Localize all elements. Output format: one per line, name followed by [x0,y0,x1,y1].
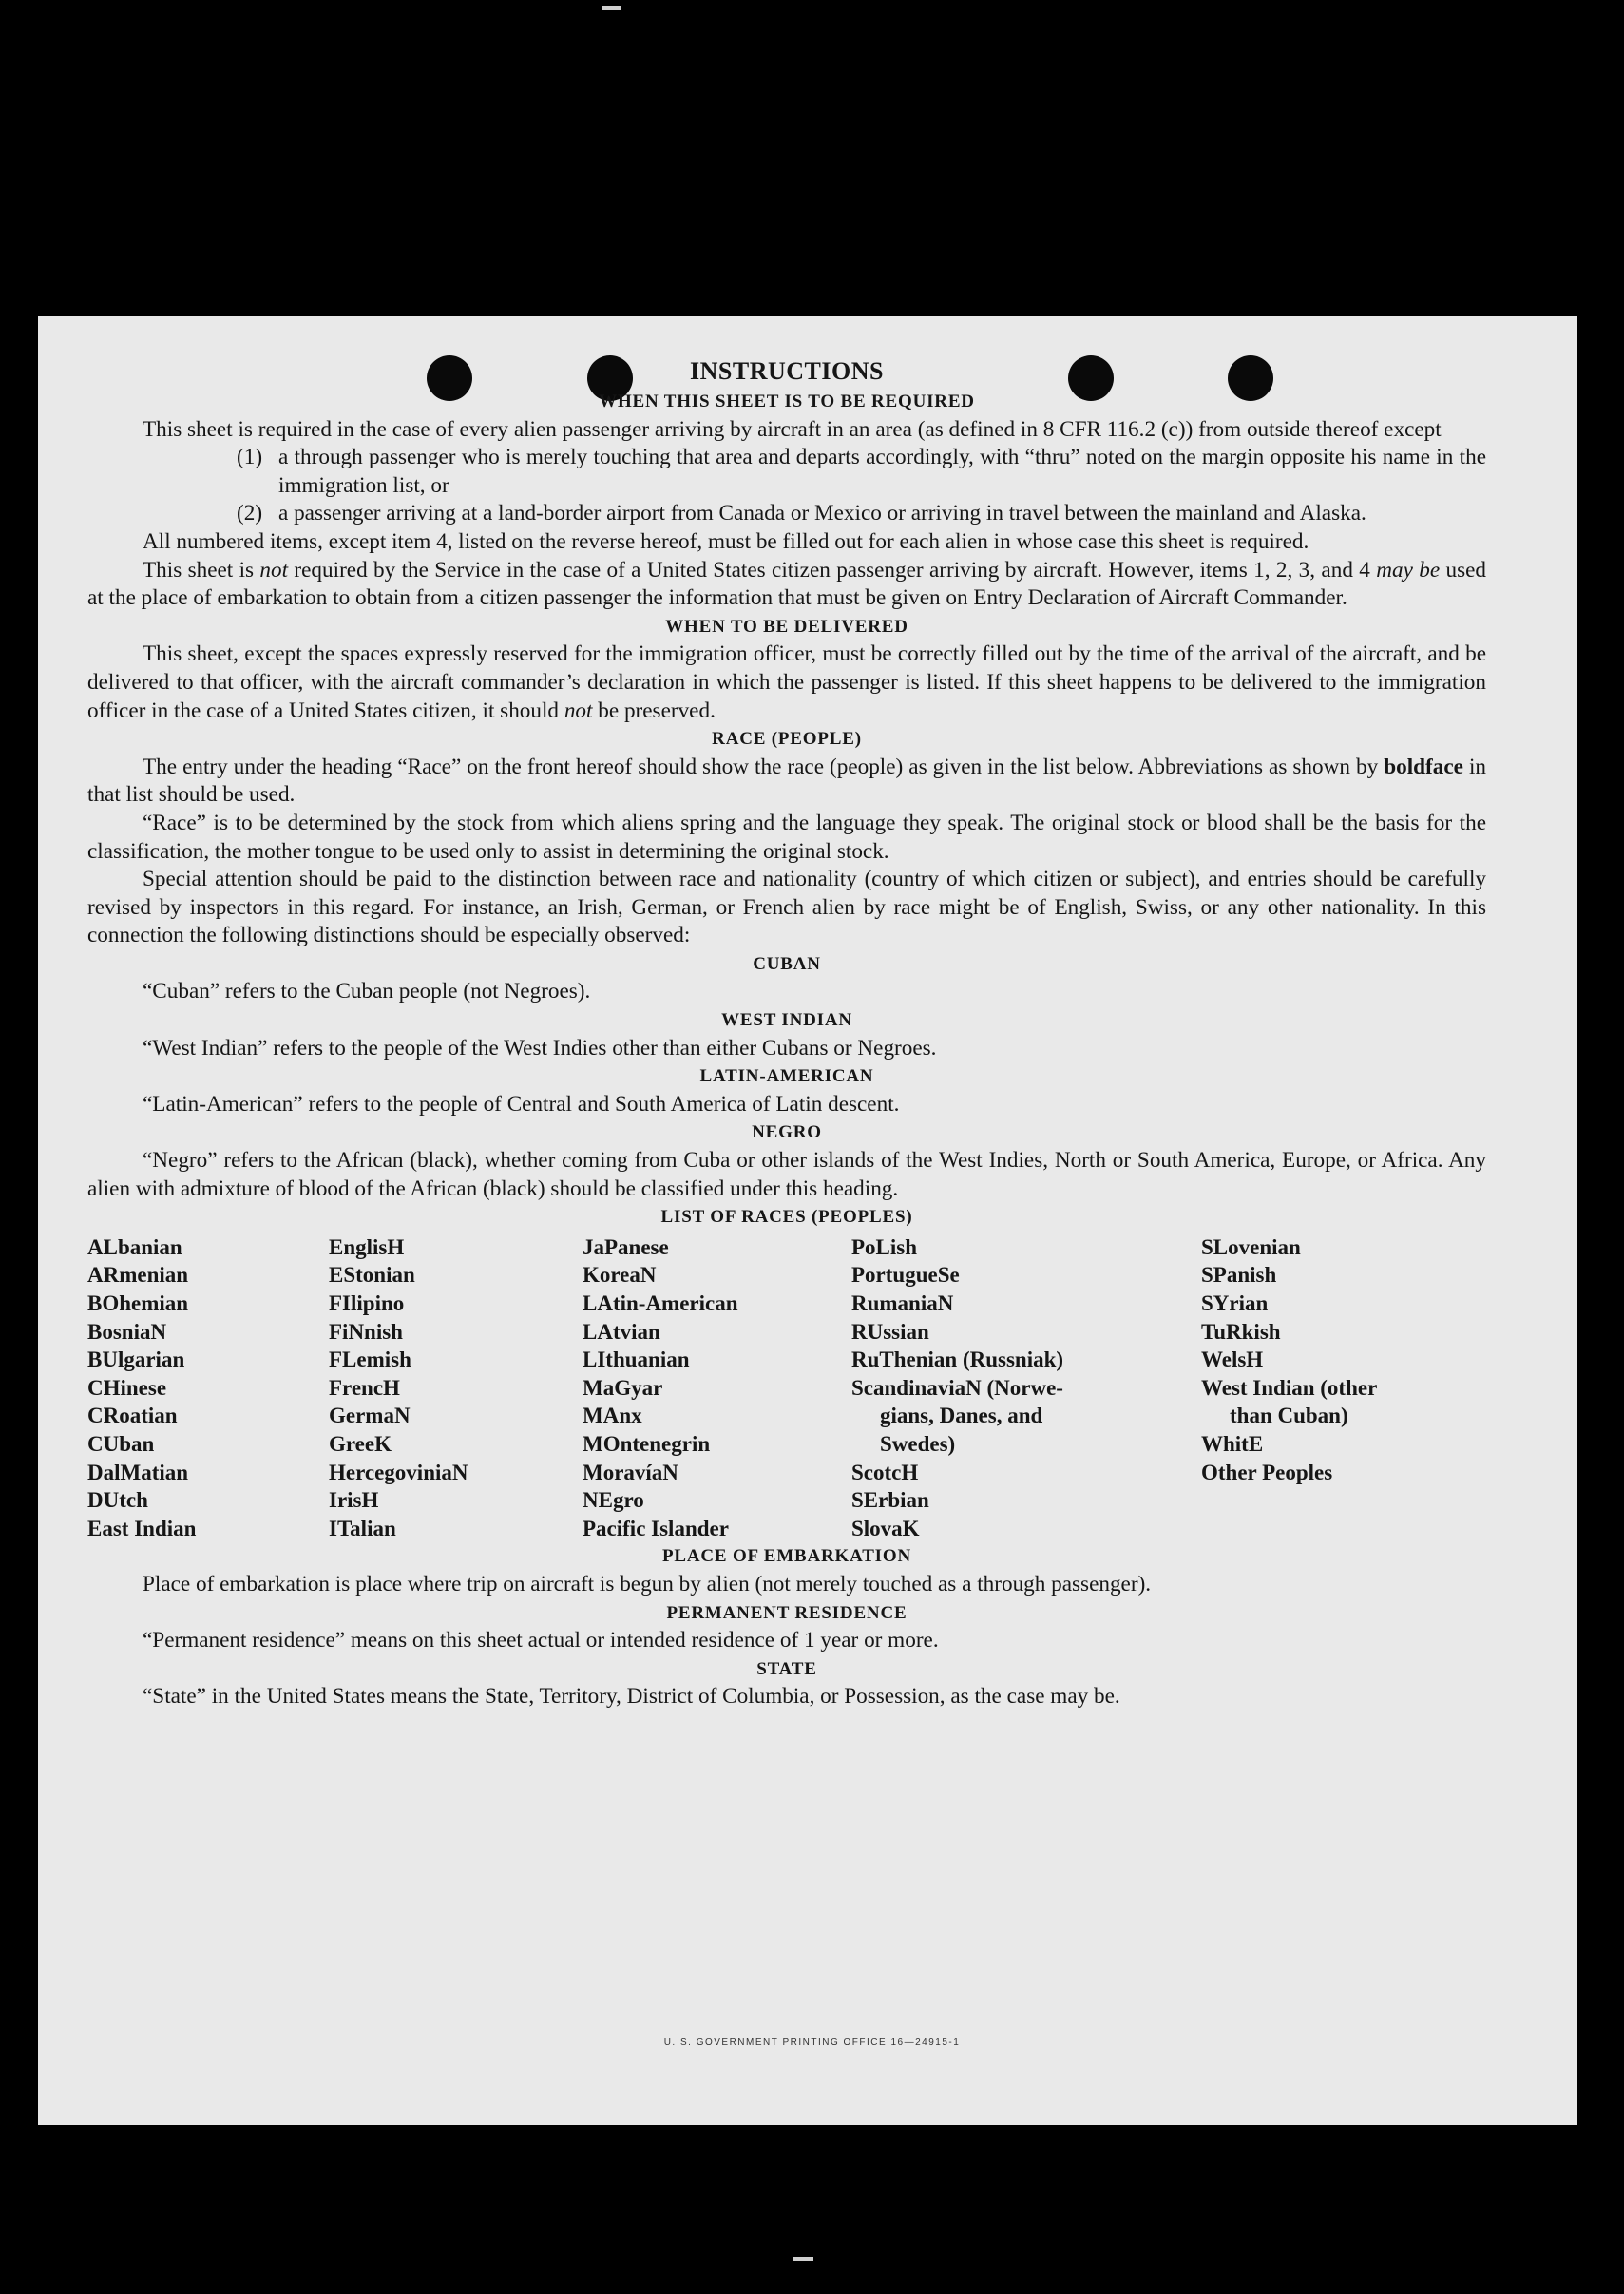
heading-west-indian: WEST INDIAN [721,1010,852,1031]
paragraph: “Cuban” refers to the Cuban people (not Negroes). [143,979,591,1004]
race-entry: FIlipino [329,1291,405,1315]
race-entry: MaGyar [583,1375,663,1400]
heading-list-of-races: LIST OF RACES (PEOPLES) [660,1207,913,1228]
race-entry: CHinese [87,1375,167,1400]
race-entry: PoLish [851,1234,918,1259]
race-entry: NEgro [583,1488,644,1513]
printing-office-footer: U. S. GOVERNMENT PRINTING OFFICE 16—24915-1 [663,2037,961,2048]
heading-permanent-residence: PERMANENT RESIDENCE [666,1602,908,1623]
race-entry: FLemish [329,1348,411,1372]
race-entry: CRoatian [87,1404,178,1428]
heading-when-delivered: WHEN TO BE DELIVERED [665,616,908,637]
list-item [237,444,1486,500]
item-text: a through passenger who is merely touching that area and departs accordingly, with “thru” noted on the margin opposite his name in the immigration list, or [278,445,1486,498]
race-entry: than Cuban) [1230,1404,1348,1428]
emphasis: not [259,557,289,583]
race-entry: LAtin-American [583,1291,738,1315]
race-entry: SLovenian [1201,1234,1301,1259]
race-entry: SPanish [1201,1263,1277,1288]
race-entry: DalMatian [87,1460,189,1484]
scan-artifact [602,6,621,10]
paragraph: “West Indian” refers to the people of the West Indies other than either Cubans or Negroes. [143,1035,937,1061]
paragraph: Special attention should be paid to the distinction between race and nationality (country of which citizen or subject), and entries should be carefully revised by inspectors in this regard. For instance, an Irish, German, or French alien by race might be of English, Swiss, or any other nationality. In this connection the following distinctions should be especially observed: [87,867,1486,948]
heading-latin-american: LATIN-AMERICAN [699,1066,874,1087]
race-entry: East Indian [87,1516,197,1540]
race-entry: FiNnish [329,1319,403,1344]
race-entry: RumaniaN [851,1291,954,1315]
paragraph: “Race” is to be determined by the stock from which aliens spring and the language they speak. The original stock or blood shall be the basis for the classification, the mother tongue to be used only to assist in determining the original stock. [87,810,1486,864]
paragraph: The entry under the heading “Race” on the front hereof should show the race (people) as given in the list below. Abbreviations as shown by boldface in that list should be used. [87,754,1486,808]
race-entry: Swedes) [880,1431,956,1456]
race-entry: ITalian [329,1516,396,1540]
race-entry: JaPanese [583,1234,669,1259]
heading-cuban: CUBAN [753,953,821,974]
heading-state: STATE [756,1658,817,1679]
bold-word: boldface [1384,754,1463,779]
race-entry: GermaN [329,1404,411,1428]
emphasis: not [564,698,593,723]
emphasis: may be [1376,557,1441,583]
race-entry: WelsH [1201,1348,1264,1372]
race-entry: ARmenian [87,1263,189,1288]
heading-negro: NEGRO [752,1122,822,1143]
race-entry: IrisH [329,1488,379,1513]
race-entry: BUlgarian [87,1348,185,1372]
races-table [87,1233,1486,1543]
paragraph: “State” in the United States means the State, Territory, District of Columbia, or Possession, as the case may be. [143,1684,1120,1710]
heading-race: RACE (PEOPLE) [712,729,862,750]
race-entry: KoreaN [583,1263,657,1288]
race-entry: LAtvian [583,1319,660,1344]
race-entry: WhitE [1201,1431,1264,1456]
race-entry: ScandinaviaN (Norwe- [851,1375,1063,1400]
race-entry: LIthuanian [583,1348,690,1372]
item-text: a passenger arriving at a land-border airport from Canada or Mexico or arriving in travel between the mainland and Alaska. [278,501,1366,526]
race-entry: SErbian [851,1488,929,1513]
instructions-body [87,355,1486,1711]
race-entry: DUtch [87,1488,148,1513]
race-entry: TuRkish [1201,1319,1281,1344]
paragraph: This sheet, except the spaces expressly reserved for the immigration officer, must be correctly filled out by the time of the arrival of the aircraft, and be delivered to that officer, with the aircraft commander’s declaration in which the passenger is listed. If this sheet happens to be delivered to the immigration officer in the case of a United States citizen, it should not be preserved. [87,641,1486,723]
paragraph: “Latin-American” refers to the people of Central and South America of Latin descent. [143,1091,900,1117]
scan-artifact [793,2257,813,2261]
race-entry: PortugueSe [851,1263,960,1288]
race-entry: MAnx [583,1404,642,1428]
paragraph: Place of embarkation is place where trip on aircraft is begun by alien (not merely touched as a through passenger). [143,1571,1152,1596]
race-entry: West Indian (other [1201,1375,1378,1400]
race-entry: RuThenian (Russniak) [851,1348,1064,1372]
paragraph: This sheet is required in the case of every alien passenger arriving by aircraft in an area (as defined in 8 CFR 116.2 (c)) from outside thereof except [143,416,1442,442]
race-entry: EnglisH [329,1234,405,1259]
heading-place-of-embarkation: PLACE OF EMBARKATION [662,1546,911,1567]
race-entry: Other Peoples [1201,1460,1333,1484]
race-entry: MoravíaN [583,1460,678,1484]
race-entry: ScotcH [851,1460,919,1484]
item-number: (1) [237,445,263,470]
race-entry: BosniaN [87,1319,167,1344]
page-title: INSTRUCTIONS [690,357,884,385]
race-entry: SYrian [1201,1291,1269,1315]
paragraph: “Negro” refers to the African (black), whether coming from Cuba or other islands of the West Indies, North or South America, Europe, or Africa. Any alien with admixture of blood of the African (black) should be classified under this heading. [87,1148,1486,1201]
heading-when-required: WHEN THIS SHEET IS TO BE REQUIRED [599,392,975,411]
race-entry: Pacific Islander [583,1516,729,1540]
race-entry: FrencH [329,1375,400,1400]
paragraph: “Permanent residence” means on this sheet actual or intended residence of 1 year or more. [143,1628,939,1654]
item-number: (2) [237,501,263,526]
race-entry: ALbanian [87,1234,182,1259]
race-entry: gians, Danes, and [880,1404,1043,1428]
race-entry: GreeK [329,1431,392,1456]
list-item [237,500,1486,528]
race-entry: EStonian [329,1263,415,1288]
race-entry: RUssian [851,1319,929,1344]
race-entry: BOhemian [87,1291,189,1315]
race-entry: SlovaK [851,1516,920,1540]
race-entry: HercegoviniaN [329,1460,468,1484]
paragraph: This sheet is not required by the Service in the case of a United States citizen passenger arriving by aircraft. However, items 1, 2, 3, and 4 may be used at the place of embarkation to obtain from a citizen passenger the information that must be given on Entry Declaration of Aircraft Commander. [87,557,1486,611]
race-entry: CUban [87,1431,155,1456]
paragraph: All numbered items, except item 4, listed on the reverse hereof, must be filled out for each alien in whose case this sheet is required. [143,528,1309,554]
race-entry: MOntenegrin [583,1431,711,1456]
